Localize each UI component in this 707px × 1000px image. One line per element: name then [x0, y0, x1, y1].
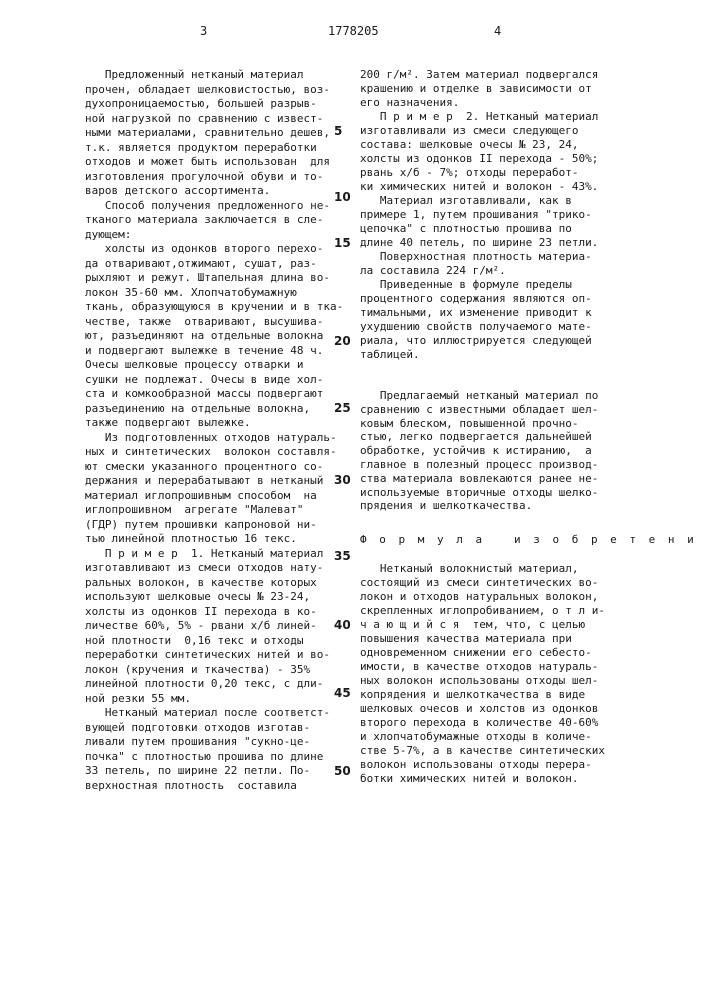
- text-line: ральных волокон, в качестве которых: [85, 576, 317, 589]
- formula-heading: Ф о р м у л а и з о б р е т е н и я: [360, 533, 707, 546]
- text-line: 33 петель, по ширине 22 петли. По-: [85, 764, 310, 777]
- text-line: имости, в качестве отходов натураль-: [360, 660, 598, 673]
- text-line: ткань, образующуюся в кручении и в тка-: [85, 300, 343, 313]
- text-line: отходов и может быть использован для: [85, 155, 330, 168]
- text-line: состава: шелковые очесы № 23, 24,: [360, 138, 579, 151]
- text-line: ной нагрузкой по сравнению с извест-: [85, 112, 323, 125]
- text-line: стью, легко подвергается дальнейшей: [360, 430, 592, 443]
- text-line: состоящий из смеси синтетических во-: [360, 576, 598, 589]
- text-line: холсты из одонков II перехода в ко-: [85, 605, 317, 618]
- line-number: 10: [334, 190, 351, 204]
- text-line: Приведенные в формуле пределы: [360, 278, 572, 291]
- text-line: ной плотности 0,16 текс и отходы: [85, 634, 304, 647]
- text-line: Нетканый волокнистый материал,: [360, 562, 579, 575]
- text-line: 200 г/м². Затем материал подвергался: [360, 68, 598, 81]
- text-line: процентного содержания являются оп-: [360, 292, 592, 305]
- text-line: цепочка" с плотностью прошива по: [360, 222, 572, 235]
- patent-number: 1778205: [328, 24, 379, 38]
- text-line: стве 5-7%, а в качестве синтетических: [360, 744, 605, 757]
- text-line: ухудшению свойств получаемого мате-: [360, 320, 592, 333]
- text-line: Предлагаемый нетканый материал по: [360, 389, 598, 402]
- text-line: верхностная плотность составила: [85, 779, 297, 792]
- text-line: используемые вторичные отходы шелко-: [360, 486, 598, 499]
- text-line: Поверхностная плотность материа-: [360, 250, 592, 263]
- page-number-right: 4: [494, 24, 501, 38]
- line-number: 30: [334, 473, 351, 487]
- text-line: ных и синтетических волокон составля-: [85, 445, 337, 458]
- text-line: и хлопчатобумажные отходы в количе-: [360, 730, 592, 743]
- text-line: вующей подготовки отходов изготав-: [85, 721, 310, 734]
- text-line: да отваривают,отжимают, сушат, раз-: [85, 257, 317, 270]
- text-line: крашению и отделке в зависимости от: [360, 82, 592, 95]
- text-line: тканого материала заключается в сле-: [85, 213, 323, 226]
- text-line: второго перехода в количестве 40-60%: [360, 716, 598, 729]
- text-line: честве, также отваривают, высушива-: [85, 315, 323, 328]
- text-line: сравнению с известными обладает шел-: [360, 403, 598, 416]
- text-line: волокон использованы отходы перера-: [360, 758, 592, 771]
- text-line: ки химических нитей и волокон - 43%.: [360, 180, 598, 193]
- text-line: ла составила 224 г/м².: [360, 264, 506, 277]
- text-line: почка" с плотностью прошива по длине: [85, 750, 323, 763]
- text-line: локон 35-60 мм. Хлопчатобумажную: [85, 286, 297, 299]
- text-line: П р и м е р 1. Нетканый материал: [85, 547, 323, 560]
- text-line: Способ получения предложенного не-: [85, 199, 330, 212]
- text-line: сушки не подлежат. Очесы в виде хол-: [85, 373, 323, 386]
- text-line: длине 40 петель, по ширине 23 петли.: [360, 236, 598, 249]
- line-number: 5: [334, 124, 342, 138]
- text-line: риала, что иллюстрируется следующей: [360, 334, 592, 347]
- text-line: и подвергают вылежке в течение 48 ч.: [85, 344, 323, 357]
- text-line: одновременном снижении его себесто-: [360, 646, 592, 659]
- text-line: рыхляют и режут. Штапельная длина во-: [85, 271, 330, 284]
- text-line: ста и комкообразной массы подвергают: [85, 387, 323, 400]
- text-line: линейной плотности 0,20 текс, с дли-: [85, 677, 323, 690]
- text-line: обработке, устойчив к истиранию, а: [360, 444, 592, 457]
- text-line: т.к. является продуктом переработки: [85, 141, 317, 154]
- text-line: духопроницаемостью, большей разрыв-: [85, 97, 317, 110]
- text-line: тимальными, их изменение приводит к: [360, 306, 592, 319]
- text-line: изготавливали из смеси следующего: [360, 124, 579, 137]
- page-number-left: 3: [200, 24, 207, 38]
- line-number: 20: [334, 334, 351, 348]
- text-line: холсты из одонков II перехода - 50%;: [360, 152, 598, 165]
- text-line: ных волокон использованы отходы шел-: [360, 674, 598, 687]
- text-line: Из подготовленных отходов натураль-: [85, 431, 337, 444]
- text-line: главное в полезный процесс производ-: [360, 458, 598, 471]
- text-line: копрядения и шелкоткачества в виде: [360, 688, 585, 701]
- text-line: варов детского ассортимента.: [85, 184, 270, 197]
- text-line: ными материалами, сравнительно дешев,: [85, 126, 330, 139]
- text-line: скрепленных иглопробиванием, о т л и-: [360, 604, 605, 617]
- text-line: холсты из одонков второго перехо-: [85, 242, 323, 255]
- text-line: переработки синтетических нитей и во-: [85, 648, 330, 661]
- text-line: ют, разъединяют на отдельные волокна: [85, 329, 323, 342]
- text-line: его назначения.: [360, 96, 459, 109]
- text-line: Нетканый материал после соответст-: [85, 706, 330, 719]
- text-line: Очесы шелковые процессу отварки и: [85, 358, 304, 371]
- text-line: материал иглопрошивным способом на: [85, 489, 317, 502]
- text-line: используют шелковые очесы № 23-24,: [85, 590, 310, 603]
- text-line: ботки химических нитей и волокон.: [360, 772, 579, 785]
- text-line: рвань х/б - 7%; отходы переработ-: [360, 166, 579, 179]
- line-number: 40: [334, 618, 351, 632]
- text-line: личестве 60%, 5% - рвани х/б линей-: [85, 619, 317, 632]
- text-line: также подвергают вылежке.: [85, 416, 251, 429]
- text-line: разъединению на отдельные волокна,: [85, 402, 310, 415]
- text-line: ной резки 55 мм.: [85, 692, 191, 705]
- text-line: ливали путем прошивания "сукно-це-: [85, 735, 310, 748]
- text-line: повышения качества материала при: [360, 632, 572, 645]
- text-line: ют смески указанного процентного со-: [85, 460, 323, 473]
- text-line: примере 1, путем прошивания "трико-: [360, 208, 592, 221]
- text-line: П р и м е р 2. Нетканый материал: [360, 110, 598, 123]
- text-line: ства материала вовлекаются ранее не-: [360, 472, 598, 485]
- text-line: дующем:: [85, 228, 131, 241]
- line-number: 45: [334, 686, 351, 700]
- line-number: 15: [334, 236, 351, 250]
- text-line: тью линейной плотностью 16 текс.: [85, 532, 297, 545]
- text-line: держания и перерабатывают в нетканый: [85, 474, 323, 487]
- text-line: изготовления прогулочной обуви и то-: [85, 170, 323, 183]
- text-line: прочен, обладает шелковистостью, воз-: [85, 83, 330, 96]
- text-line: прядения и шелкоткачества.: [360, 499, 532, 512]
- text-line: ч а ю щ и й с я тем, что, с целью: [360, 618, 585, 631]
- line-number: 50: [334, 764, 351, 778]
- text-line: шелковых очесов и холстов из одонков: [360, 702, 598, 715]
- text-line: таблицей.: [360, 348, 420, 361]
- text-line: локон и отходов натуральных волокон,: [360, 590, 598, 603]
- line-number: 35: [334, 549, 351, 563]
- line-number: 25: [334, 401, 351, 415]
- text-line: локон (кручения и ткачества) - 35%: [85, 663, 310, 676]
- text-line: изготавливают из смеси отходов нату-: [85, 561, 323, 574]
- text-line: (ГДР) путем прошивки капроновой ни-: [85, 518, 317, 531]
- text-line: Предложенный нетканый материал: [85, 68, 304, 81]
- text-line: Материал изготавливали, как в: [360, 194, 572, 207]
- text-line: ковым блеском, повышенной прочно-: [360, 417, 579, 430]
- text-line: иглопрошивном агрегате "Малеват": [85, 503, 304, 516]
